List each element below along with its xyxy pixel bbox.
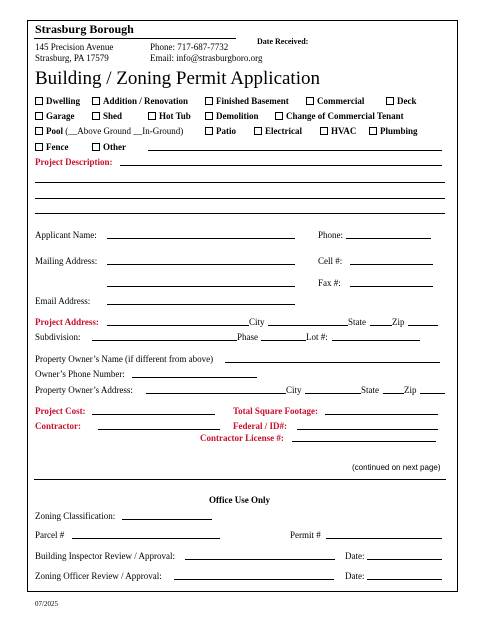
owner-phone-field[interactable] [132,377,257,378]
lot-field[interactable] [332,340,420,341]
option-other[interactable]: Other [92,142,126,152]
owner-address-field[interactable] [146,393,286,394]
building-inspector-label: Building Inspector Review / Approval: [35,551,175,561]
checkbox-icon[interactable] [205,127,213,135]
option-garage[interactable]: Garage [35,111,75,121]
zoning-officer-label: Zoning Officer Review / Approval: [35,571,162,581]
email-address-label: Email Address: [35,296,91,306]
office-divider [34,479,446,480]
parcel-field[interactable] [72,538,220,539]
checkbox-icon[interactable] [92,97,100,105]
option-commercial[interactable]: Commercial [306,96,364,106]
zoning-officer-field[interactable] [174,579,334,580]
checkbox-icon[interactable] [320,127,328,135]
building-inspector-date-field[interactable] [367,559,442,560]
owner-city-label: City [286,385,302,395]
owner-city-field[interactable] [305,393,361,394]
contractor-label: Contractor: [35,421,81,431]
address-line1: 145 Precision Avenue [35,42,114,52]
cell-field[interactable] [350,264,433,265]
owner-state-field[interactable] [383,393,404,394]
permit-label: Permit # [290,530,321,540]
checkbox-icon[interactable] [148,112,156,120]
phase-label: Phase [237,332,258,342]
building-inspector-date-label: Date: [345,551,365,561]
project-address-field[interactable] [107,325,249,326]
subdivision-field[interactable] [92,340,237,341]
checkbox-icon[interactable] [275,112,283,120]
office-use-title: Office Use Only [209,495,270,505]
owner-name-label: Property Owner’s Name (if different from above) [35,354,214,364]
checkbox-icon[interactable] [35,112,43,120]
zoning-officer-date-field[interactable] [367,579,442,580]
option-hot-tub[interactable]: Hot Tub [148,111,191,121]
owner-phone-label: Owner’s Phone Number: [35,369,125,379]
project-description-line-3[interactable] [35,198,445,199]
header-phone: Phone: 717-687-7732 [150,42,229,52]
checkbox-icon[interactable] [254,127,262,135]
permit-field[interactable] [326,538,442,539]
revision-date: 07/2025 [35,600,58,608]
other-field[interactable] [148,150,442,151]
page-title: Building / Zoning Permit Application [35,68,320,89]
parcel-label: Parcel # [35,530,65,540]
email-address-field[interactable] [107,304,295,305]
applicant-phone-label: Phone: [318,230,344,240]
project-state-label: State [348,317,366,327]
option-shed[interactable]: Shed [92,111,122,121]
project-cost-label: Project Cost: [35,406,86,416]
phase-field[interactable] [261,340,306,341]
zoning-classification-label: Zoning Classification: [35,511,116,521]
federal-id-field[interactable] [297,429,438,430]
lot-label: Lot #: [306,332,328,342]
zoning-classification-field[interactable] [122,519,212,520]
checkbox-icon[interactable] [35,143,43,151]
checkbox-icon[interactable] [369,127,377,135]
checkbox-icon[interactable] [205,112,213,120]
total-sqft-field[interactable] [325,414,438,415]
contractor-license-label: Contractor License #: [200,433,284,443]
federal-id-label: Federal / ID#: [233,421,287,431]
option-electrical[interactable]: Electrical [254,126,302,136]
checkbox-icon[interactable] [205,97,213,105]
option-patio[interactable]: Patio [205,126,236,136]
fax-label: Fax #: [318,278,341,288]
subdivision-label: Subdivision: [35,332,81,342]
mailing-address-label: Mailing Address: [35,256,98,266]
continued-note: (continued on next page) [352,463,441,472]
option-addition-renovation[interactable]: Addition / Renovation [92,96,188,106]
option-fence[interactable]: Fence [35,142,69,152]
checkbox-icon[interactable] [35,97,43,105]
owner-state-label: State [361,385,379,395]
checkbox-icon[interactable] [386,97,394,105]
building-inspector-field[interactable] [185,559,335,560]
option-dwelling[interactable]: Dwelling [35,96,80,106]
pool-detail: (__Above Ground __In-Ground) [63,126,184,136]
mailing-address-field-2[interactable] [107,286,295,287]
checkbox-icon[interactable] [35,127,43,135]
applicant-name-label: Applicant Name: [35,230,97,240]
project-city-field[interactable] [268,325,348,326]
contractor-field[interactable] [98,429,220,430]
project-address-label: Project Address: [35,317,99,327]
project-zip-label: Zip [392,317,405,327]
checkbox-icon[interactable] [92,112,100,120]
date-received-label: Date Received: [257,37,309,46]
fax-field[interactable] [350,286,433,287]
project-state-field[interactable] [370,325,392,326]
org-name: Strasburg Borough [35,22,134,36]
header-rule [34,38,236,39]
option-demolition[interactable]: Demolition [205,111,259,121]
owner-name-field[interactable] [225,362,440,363]
project-zip-field[interactable] [408,325,438,326]
project-description-line-2[interactable] [35,182,445,183]
address-line2: Strasburg, PA 17579 [35,53,109,63]
checkbox-icon[interactable] [92,143,100,151]
project-city-label: City [249,317,265,327]
option-plumbing[interactable]: Plumbing [369,126,418,136]
owner-zip-field[interactable] [420,393,445,394]
applicant-name-field[interactable] [107,238,295,239]
owner-address-label: Property Owner’s Address: [35,385,133,395]
option-change-commercial-tenant[interactable]: Change of Commercial Tenant [275,111,404,121]
cell-label: Cell #: [318,256,343,266]
project-cost-field[interactable] [92,414,215,415]
header-email: Email: info@strasburgboro.org [150,53,263,63]
project-description-label: Project Description: [35,157,113,167]
option-deck[interactable]: Deck [386,96,417,106]
zoning-officer-date-label: Date: [345,571,365,581]
total-sqft-label: Total Square Footage: [233,406,319,416]
project-description-line-4[interactable] [35,213,445,214]
option-pool[interactable]: Pool (__Above Ground __In-Ground) [35,126,183,136]
option-hvac[interactable]: HVAC [320,126,356,136]
project-description-field[interactable] [120,165,442,166]
option-finished-basement[interactable]: Finished Basement [205,96,289,106]
applicant-phone-field[interactable] [346,238,431,239]
checkbox-icon[interactable] [306,97,314,105]
owner-zip-label: Zip [404,385,417,395]
mailing-address-field[interactable] [107,264,295,265]
contractor-license-field[interactable] [292,441,436,442]
